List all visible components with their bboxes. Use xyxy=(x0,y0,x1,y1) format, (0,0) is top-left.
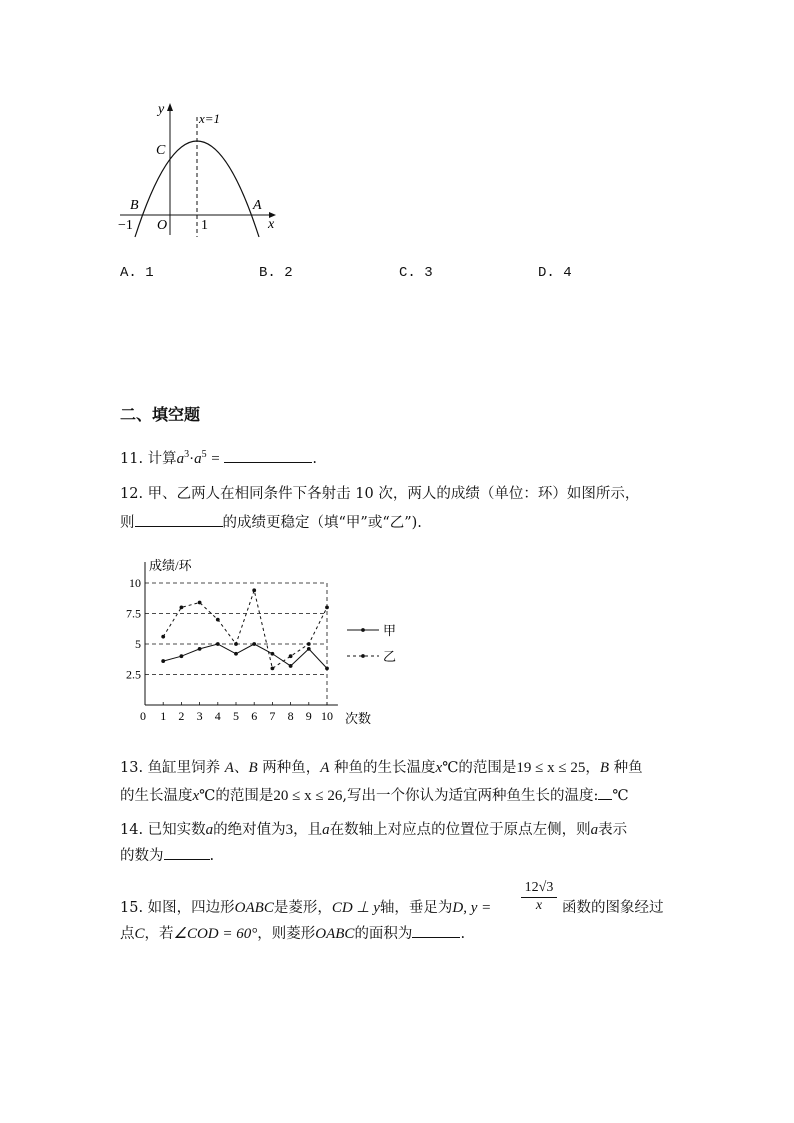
q14-text-e: 表示 xyxy=(598,822,628,838)
chart-x-tick: 3 xyxy=(196,709,203,723)
q11-answer-blank[interactable] xyxy=(224,448,312,463)
q15-frac-num: 12√3 xyxy=(524,880,554,895)
q13-var-b: B xyxy=(248,760,258,776)
q13-var-b2: B xyxy=(599,760,610,776)
q13-text-d: 种鱼 xyxy=(609,760,643,776)
option-letter: C. xyxy=(399,265,416,281)
legend-marker-yi xyxy=(361,654,365,658)
q13-text-e: 的生长温度 xyxy=(120,788,193,804)
q12-prefix: 则 xyxy=(120,515,135,531)
chart-y-tick: 5 xyxy=(135,637,141,651)
series-point-yi xyxy=(325,606,329,610)
option-letter: A. xyxy=(120,265,137,281)
chart-x-tick: 6 xyxy=(251,709,258,723)
q13-range1: 19 ≤ x ≤ 25 xyxy=(516,760,586,776)
series-point-yi xyxy=(252,588,256,592)
one-label: 1 xyxy=(201,218,208,233)
series-point-yi xyxy=(216,618,220,622)
chart-x-tick: 9 xyxy=(305,709,312,723)
q13-deg2: ℃的范围是 xyxy=(199,788,274,804)
q10-option-b xyxy=(259,265,293,281)
chart-x-tick: 5 xyxy=(233,709,239,723)
q15-angle: ∠COD = 60° xyxy=(173,926,258,942)
question-12-line2 xyxy=(120,512,422,533)
legend-marker-jia xyxy=(361,628,365,632)
series-point-yi xyxy=(161,635,165,639)
chart-x-tick: 1 xyxy=(160,709,167,723)
q13-text-b: 两种鱼， xyxy=(257,760,321,776)
chart-y-tick: 7.5 xyxy=(126,606,141,621)
question-15-line1 xyxy=(120,898,491,918)
series-point-jia xyxy=(161,659,165,663)
chart-x-tick: 7 xyxy=(269,709,276,723)
q11-base: a xyxy=(176,451,185,467)
q15-text-g: ，则菱形 xyxy=(257,926,316,942)
q15-text-c: 轴，垂足为 xyxy=(379,900,453,916)
q11-number: 11. xyxy=(120,451,144,467)
q13-comma: ， xyxy=(585,760,600,776)
q13-text-c: 种鱼的生长温度 xyxy=(329,760,436,776)
q15-text-e: 点 xyxy=(120,926,135,942)
series-point-jia xyxy=(180,654,184,658)
q13-text-a: 13. 鱼缸里饲养 xyxy=(120,760,225,776)
section-heading: 二、填空题 xyxy=(120,405,201,424)
q15-var-d: D xyxy=(452,900,464,916)
legend-label-jia: 甲 xyxy=(383,623,397,638)
q13-text-f: ,写出一个你认为适宜两种鱼生长的温度: xyxy=(342,788,599,804)
series-point-yi xyxy=(180,606,184,610)
q12-answer-blank[interactable] xyxy=(135,512,223,527)
question-14-line1 xyxy=(120,820,627,840)
option-value: 1 xyxy=(145,265,154,281)
point-c-label: C xyxy=(156,143,166,158)
q14-var-a2: a xyxy=(322,822,330,838)
q15-var-c: C xyxy=(134,926,145,942)
option-letter: D. xyxy=(538,265,555,281)
series-point-yi xyxy=(289,654,293,658)
chart-x-label: 次数 xyxy=(345,711,372,726)
chart-x-tick: 10 xyxy=(321,709,333,723)
q13-answer-blank[interactable] xyxy=(598,785,612,800)
series-point-jia xyxy=(252,642,256,646)
q15-end: . xyxy=(460,926,466,942)
q13-var-x2: x xyxy=(192,788,200,804)
series-point-yi xyxy=(198,601,202,605)
series-point-yi xyxy=(271,667,275,671)
q15-oabc: OABC xyxy=(234,900,274,916)
point-a-label: A xyxy=(253,198,262,213)
legend-label-yi: 乙 xyxy=(383,649,397,664)
q13-var-a: A xyxy=(224,760,234,776)
question-11 xyxy=(120,448,317,469)
q10-option-d xyxy=(538,265,572,281)
q14-text-f: 的数为 xyxy=(120,848,164,864)
y-axis-arrow-icon xyxy=(167,103,173,111)
q14-answer-blank[interactable] xyxy=(164,845,210,860)
y-axis-label: y xyxy=(158,102,165,117)
q11-eq: = xyxy=(211,451,220,467)
q11-exp2: 5 xyxy=(201,449,207,461)
q15-perp: CD ⊥ y xyxy=(331,900,380,916)
parabola-figure xyxy=(110,95,290,245)
x-axis-label: x xyxy=(268,217,275,232)
q11-prefix: 计算 xyxy=(147,451,177,467)
q15-answer-blank[interactable] xyxy=(412,923,460,938)
q14-text-a: 14. 已知实数 xyxy=(120,822,206,838)
q11-exp1: 3 xyxy=(184,449,190,461)
q14-var-a3: a xyxy=(590,822,599,838)
q13-unit: ℃ xyxy=(612,788,629,804)
q15-text-a: 15. 如图，四边形 xyxy=(120,900,235,916)
series-point-jia xyxy=(325,667,329,671)
q13-range2: 20 ≤ x ≤ 26 xyxy=(273,788,343,804)
q15-comma: , xyxy=(463,900,471,916)
question-13-line1 xyxy=(120,758,643,778)
q14-text-b: 的绝对值为 xyxy=(213,822,286,838)
score-chart xyxy=(125,550,415,735)
question-12-line1: 12. 甲、乙两人在相同条件下各射击 10 次，两人的成绩（单位：环）如图所示， xyxy=(120,486,640,502)
series-point-jia xyxy=(198,647,202,651)
series-line-jia xyxy=(163,644,327,668)
q14-text-d: 在数轴上对应点的位置位于原点左侧，则 xyxy=(329,822,591,838)
series-point-jia xyxy=(234,652,238,656)
chart-y-label: 成绩/环 xyxy=(149,558,192,573)
question-14-line2 xyxy=(120,845,214,866)
question-15-line1-end: 函数的图象经过 xyxy=(562,900,664,916)
question-15-line2 xyxy=(120,923,465,944)
series-line-yi xyxy=(163,590,327,668)
option-value: 3 xyxy=(424,265,433,281)
option-value: 4 xyxy=(563,265,572,281)
q13-var-x: x xyxy=(435,760,443,776)
q15-yeq: y = xyxy=(470,900,492,916)
chart-y-tick: 2.5 xyxy=(126,667,141,682)
chart-y-tick: 10 xyxy=(129,576,141,590)
q14-three: 3 xyxy=(285,822,294,838)
q15-text-h: 的面积为 xyxy=(354,926,413,942)
question-13-line2 xyxy=(120,785,629,806)
chart-x-tick: 4 xyxy=(214,709,221,723)
q15-text-b: 是菱形， xyxy=(273,900,332,916)
q13-var-a2: A xyxy=(320,760,330,776)
q15-oabc2: OABC xyxy=(315,926,355,942)
option-letter: B. xyxy=(259,265,276,281)
q13-sep: 、 xyxy=(233,760,249,776)
chart-x-tick: 0 xyxy=(140,709,146,723)
series-point-jia xyxy=(307,647,311,651)
chart-x-tick: 2 xyxy=(178,709,185,723)
q10-option-c xyxy=(399,265,433,281)
q11-dot: · xyxy=(189,451,195,467)
q10-option-a xyxy=(120,265,154,281)
series-point-jia xyxy=(271,652,275,656)
q15-fraction xyxy=(519,879,559,914)
q12-suffix: 的成绩更稳定（填“甲”或“乙”). xyxy=(222,515,422,531)
point-b-label: B xyxy=(130,198,139,213)
chart-x-tick: 8 xyxy=(287,709,294,723)
q15-text-f: ，若 xyxy=(144,926,174,942)
symmetry-label: x=1 xyxy=(199,111,221,126)
neg-one-label: −1 xyxy=(118,218,133,233)
series-point-yi xyxy=(234,642,238,646)
q11-base2: a xyxy=(194,451,202,467)
origin-label: O xyxy=(157,218,168,233)
series-point-yi xyxy=(307,642,311,646)
q11-end: . xyxy=(312,451,317,467)
q14-end: . xyxy=(209,848,215,864)
series-point-jia xyxy=(289,664,293,668)
series-point-jia xyxy=(216,642,220,646)
q15-frac-den: x xyxy=(535,898,543,913)
q13-deg: ℃的范围是 xyxy=(442,760,517,776)
q14-var-a: a xyxy=(205,822,214,838)
q14-text-c: ，且 xyxy=(293,822,323,838)
option-value: 2 xyxy=(284,265,293,281)
